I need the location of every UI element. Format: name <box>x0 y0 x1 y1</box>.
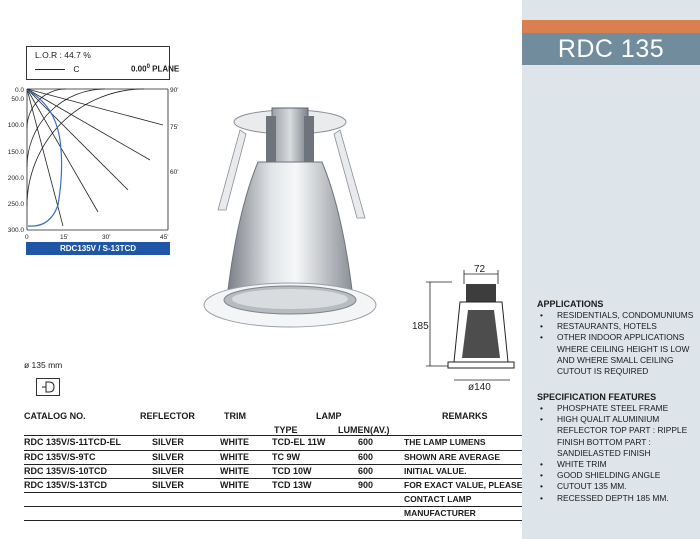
cell-reflector: SILVER <box>152 480 184 490</box>
polar-radial-30 <box>27 89 98 212</box>
cell-reflector: SILVER <box>152 466 184 476</box>
cell-lumen: 900 <box>358 480 374 490</box>
table-rule <box>24 464 522 465</box>
light-distribution-curve <box>27 90 62 226</box>
applications-title: APPLICATIONS <box>537 299 604 309</box>
cell-type: TCD 13W <box>272 480 312 490</box>
header-type: TYPE <box>274 425 298 435</box>
dim-diameter: ø140 <box>468 382 491 393</box>
header-trim: TRIM <box>224 411 246 421</box>
radial-label: 100.0 <box>7 122 24 129</box>
angle-label: 90' <box>170 87 179 94</box>
radial-label: 50.0 <box>11 96 24 103</box>
applications-item: • RESIDENTIALS, CONDOMUNIUMS <box>537 310 697 321</box>
polar-radial-60 <box>27 89 150 160</box>
cell-reflector: SILVER <box>152 452 184 462</box>
applications-item: • RESTAURANTS, HOTELS <box>537 321 697 332</box>
specs-item: • GOOD SHIELDING ANGLE <box>537 470 697 481</box>
header-catalog: CATALOG NO. <box>24 411 86 421</box>
cell-catalog: RDC 135V/S-11TCD-EL <box>24 437 122 447</box>
cell-catalog: RDC 135V/S-9TC <box>24 452 96 462</box>
specs-title: SPECIFICATION FEATURES <box>537 392 657 402</box>
table-rule <box>24 450 522 451</box>
remarks-line: FOR EXACT VALUE, PLEASE <box>404 480 523 490</box>
specs-item: • HIGH QUALIT ALUMINIUM REFLECTOR TOP PART : RIPPLE FINISH BOTTOM PART : SANDIELASTED FINISH <box>537 414 697 459</box>
radial-label: 250.0 <box>7 201 24 208</box>
plane-c: C <box>73 64 80 74</box>
product-code: RDC 135 <box>557 35 665 63</box>
plane-value: 0.00 <box>131 64 147 74</box>
cell-type: TCD 10W <box>272 466 312 476</box>
cell-lumen: 600 <box>358 452 374 462</box>
cell-type: TCD-EL 11W <box>272 437 326 447</box>
specs-item: • WHITE TRIM <box>537 459 697 470</box>
table-rule <box>24 506 522 507</box>
table-rule <box>24 492 522 493</box>
cutout-symbol-icon <box>36 378 60 396</box>
radial-label: 0.0 <box>14 87 24 94</box>
dim-top-width: 72 <box>474 264 486 275</box>
plane-word: PLANE <box>152 64 180 74</box>
downlight-product-image <box>200 100 385 342</box>
polar-caption: RDC135V / S-13TCD <box>26 242 170 255</box>
header-lamp: LAMP <box>316 411 342 421</box>
cell-lumen: 600 <box>358 466 374 476</box>
lor-value: L.O.R : 44.7 % <box>35 50 91 60</box>
applications-item: • OTHER INDOOR APPLICATIONS WHERE CEILING HEIGHT IS LOW AND WHERE SMALL CEILING CUTOUT IS REQUIRED <box>537 332 697 377</box>
table-rule <box>24 478 522 479</box>
plane-sup: 0 <box>146 64 150 70</box>
cell-lumen: 600 <box>358 437 374 447</box>
angle-label: 60' <box>170 169 179 176</box>
polar-diagram <box>0 80 190 245</box>
specs-item: • RECESSED DEPTH 185 MM. <box>537 493 697 504</box>
table-rule <box>24 435 522 436</box>
accent-bar <box>522 20 700 33</box>
specs-item: • PHOSPHATE STEEL FRAME <box>537 403 697 414</box>
legend-line-icon <box>35 69 65 70</box>
table-rule <box>24 520 522 521</box>
remarks-line: MANUFACTURER <box>404 508 476 518</box>
remarks-line: INITIAL VALUE. <box>404 466 467 476</box>
cell-reflector: SILVER <box>152 437 184 447</box>
lor-legend <box>26 46 180 80</box>
cell-catalog: RDC 135V/S-10TCD <box>24 466 108 476</box>
angle-label: 45' <box>160 234 169 241</box>
cutout-note: ø 135 mm <box>24 360 63 370</box>
product-header <box>522 33 700 65</box>
cell-trim: WHITE <box>220 437 249 447</box>
dim-height: 185 <box>412 321 429 332</box>
cell-trim: WHITE <box>220 466 249 476</box>
angle-label: 75' <box>170 124 179 131</box>
radial-label: 150.0 <box>7 149 24 156</box>
product-side-panel <box>522 0 700 539</box>
radial-label: 300.0 <box>7 227 24 234</box>
cell-trim: WHITE <box>220 452 249 462</box>
header-lumen: LUMEN(AV.) <box>338 425 390 435</box>
angle-label: 30' <box>102 234 111 241</box>
angle-label: 15' <box>60 234 69 241</box>
specs-item: • CUTOUT 135 MM. <box>537 481 697 492</box>
cell-catalog: RDC 135V/S-13TCD <box>24 480 108 490</box>
cell-trim: WHITE <box>220 480 249 490</box>
cell-type: TC 9W <box>272 452 300 462</box>
radial-label: 200.0 <box>7 175 24 182</box>
header-remarks: REMARKS <box>442 411 488 421</box>
angle-label: 0 <box>25 234 29 241</box>
plane-legend <box>35 64 80 74</box>
header-reflector: REFLECTOR <box>140 411 195 421</box>
specs-list <box>537 403 697 504</box>
applications-list <box>537 310 697 377</box>
remarks-line: THE LAMP LUMENS <box>404 437 486 447</box>
remarks-line: CONTACT LAMP <box>404 494 472 504</box>
polar-radial-45 <box>27 89 128 190</box>
remarks-line: SHOWN ARE AVERAGE <box>404 452 501 462</box>
plane-label <box>131 64 179 74</box>
dimension-drawing <box>412 262 522 394</box>
